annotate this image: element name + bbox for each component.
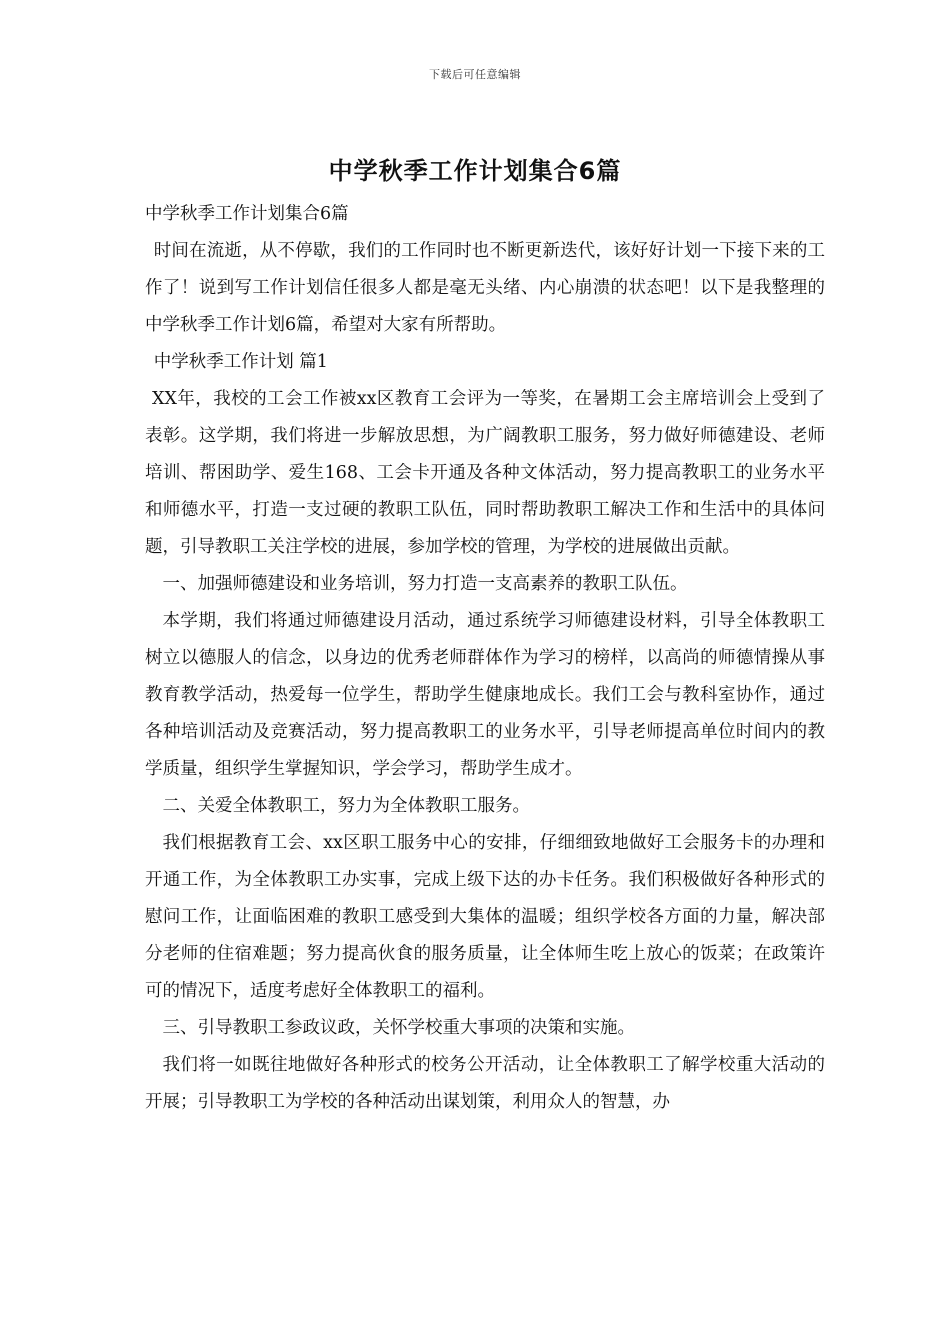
section-heading: 中学秋季工作计划 篇1: [153, 352, 328, 372]
document-title: 中学秋季工作计划集合6篇: [328, 157, 622, 185]
subheading-1: 一、加强师德建设和业务培训，努力打造一支高素养的教职工队伍。: [162, 574, 688, 594]
document-subtitle: 中学秋季工作计划集合6篇: [145, 204, 349, 224]
body-paragraph: 我们将一如既往地做好各种形式的校务公开活动，让全体教职工了解学校重大活动的开展；引导教职工为学校的各种活动出谋划策，利用众人的智慧，办: [145, 1055, 825, 1112]
body-paragraph: 我们根据教育工会、xx区职工服务中心的安排，仔细细致地做好工会服务卡的办理和开通工作，为全体教职工办实事，完成上级下达的办卡任务。我们积极做好各种形式的慰问工作，让面临困难的教职工感受到大集体的温暖；组织学校各方面的力量，解决部分老师的住宿难题；努力提高伙食的服务质量，让全体师生吃上放心的饭菜；在政策许可的情况下，适度考虑好全体教职工的福利。: [145, 833, 825, 1001]
header-note: 下载后可任意编辑: [429, 68, 521, 81]
document-body: [145, 196, 825, 1121]
body-paragraph: XX年，我校的工会工作被xx区教育工会评为一等奖，在暑期工会主席培训会上受到了表彰。这学期，我们将进一步解放思想，为广阔教职工服务，努力做好师德建设、老师培训、帮困助学、爱生168、工会卡开通及各种文体活动，努力提高教职工的业务水平和师德水平，打造一支过硬的教职工队伍，同时帮助教职工解决工作和生活中的具体问题，引导教职工关注学校的进展，参加学校的管理，为学校的进展做出贡献。: [145, 389, 825, 557]
intro-paragraph: 时间在流逝，从不停歇，我们的工作同时也不断更新迭代，该好好计划一下接下来的工作了！说到写工作计划信任很多人都是毫无头绪、内心崩溃的状态吧！以下是我整理的中学秋季工作计划6篇，希望对大家有所帮助。: [145, 241, 825, 335]
body-paragraph: 本学期，我们将通过师德建设月活动，通过系统学习师德建设材料，引导全体教职工树立以德服人的信念，以身边的优秀老师群体作为学习的榜样，以高尚的师德情操从事教育教学活动，热爱每一位学生，帮助学生健康地成长。我们工会与教科室协作，通过各种培训活动及竞赛活动，努力提高教职工的业务水平，引导老师提高单位时间内的教学质量，组织学生掌握知识，学会学习，帮助学生成才。: [145, 611, 825, 779]
subheading-3: 三、引导教职工参政议政，关怀学校重大事项的决策和实施。: [162, 1018, 635, 1038]
subheading-2: 二、关爱全体教职工，努力为全体教职工服务。: [162, 796, 530, 816]
